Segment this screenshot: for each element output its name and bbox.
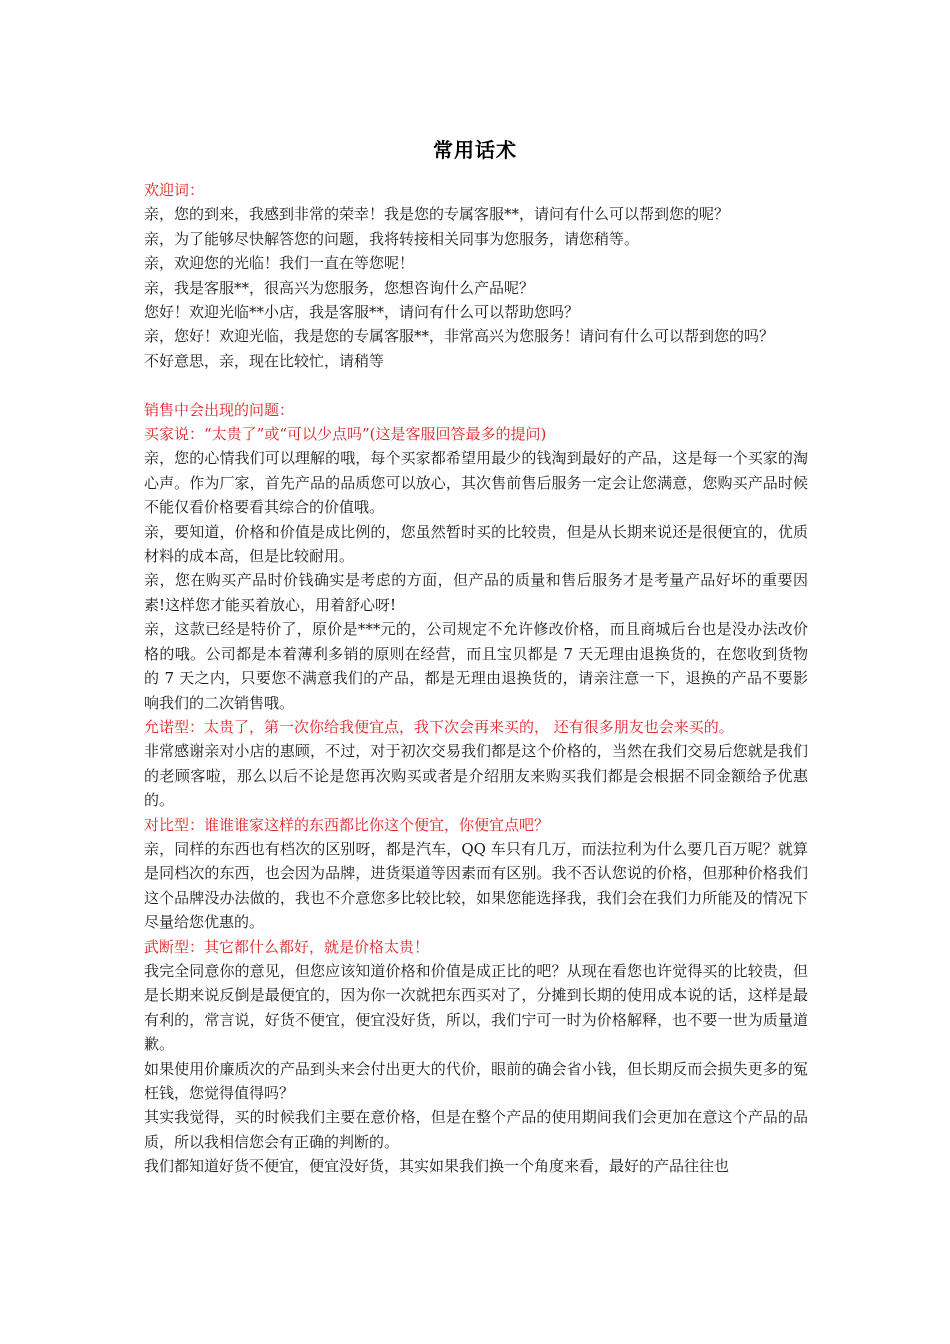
sales-heading: 销售中会出现的问题： [144,400,295,419]
welcome-line: 亲，为了能够尽快解答您的问题，我将转接相关同事为您服务，请您稍等。 [144,229,640,248]
question-heading: 买家说：“太贵了”或“可以少点吗”(这是客服回答最多的提问) [144,425,547,444]
answer-paragraph: 亲，同样的东西也有档次的区别呀，都是汽车，QQ 车只有几万，而法拉利为什么要几百万呢？就算是同档次的东西，也会因为品牌，进货渠道等因素而有区别。我不否认您说的价格，但那种价格我们这个品牌没办法做的，我也不介意您多比较比较，如果您能选择我，我们会在我们力所能及的情况下尽量给您优惠的。 [144,839,808,932]
welcome-line: 亲，您好！欢迎光临，我是您的专属客服**，非常高兴为您服务！请问有什么可以帮到您的吗？ [144,327,775,346]
answer-paragraph: 亲，您在购买产品时价钱确实是考虑的方面，但产品的质量和售后服务才是考量产品好坏的重要因素!这样您才能买着放心，用着舒心呀! [144,571,808,614]
document-body [144,178,808,1179]
answer-paragraph: 亲，要知道，价格和价值是成比例的，您虽然暂时买的比较贵，但是从长期来说还是很便宜的，优质材料的成本高，但是比较耐用。 [144,522,808,566]
answer-paragraph: 非常感谢亲对小店的惠顾，不过，对于初次交易我们都是这个价格的，当然在我们交易后您就是我们的老顾客啦，那么以后不论是您再次购买或者是介绍朋友来购买我们都是会根据不同金额给予优惠的。 [144,742,808,810]
question-heading: 武断型：其它都什么都好，就是价格太贵！ [144,937,430,956]
answer-paragraph: 如果使用价廉质次的产品到头来会付出更大的代价，眼前的确会省小钱，但长期反而会损失更多的冤枉钱，您觉得值得吗？ [144,1059,808,1103]
welcome-line: 您好！欢迎光临**小店，我是客服**，请问有什么可以帮助您吗？ [144,303,580,322]
answer-paragraph: 亲，这款已经是特价了，原价是***元的，公司规定不允许修改价格，而且商城后台也是没办法改价格的哦。公司都是本着薄利多销的原则在经营，而且宝贝都是 7 天无理由退换货的，在您收到货物的 7 天之内，只要您不满意我们的产品，都是无理由退换货的，请亲注意一下，退换的产品不要影响我们的二次销售哦。 [144,620,808,712]
welcome-line: 亲，欢迎您的光临！我们一直在等您呢！ [144,254,415,273]
answer-paragraph: 我们都知道好货不便宜，便宜没好货，其实如果我们换一个角度来看，最好的产品往往也 [144,1157,730,1176]
question-heading: 允诺型：太贵了，第一次你给我便宜点，我下次会再来买的， 还有很多朋友也会来买的。 [144,717,734,736]
answer-paragraph: 我完全同意你的意见，但您应该知道价格和价值是成正比的吧？从现在看您也许觉得买的比较贵，但是长期来说反倒是最便宜的，因为你一次就把东西买对了，分摊到长期的使用成本说的话，这样是最有利的，常言说，好货不便宜，便宜没好货，所以，我们宁可一时为价格解释，也不要一世为质量道歉。 [144,961,808,1054]
welcome-line: 亲，您的到来，我感到非常的荣幸！我是您的专属客服**，请问有什么可以帮到您的呢？ [144,205,730,224]
blank-line [144,373,808,397]
welcome-line: 不好意思，亲，现在比较忙，请稍等 [144,351,385,370]
answer-paragraph: 其实我觉得，买的时候我们主要在意价格，但是在整个产品的使用期间我们会更加在意这个产品的品质，所以我相信您会有正确的判断的。 [144,1108,808,1151]
answer-paragraph: 亲，您的心情我们可以理解的哦，每个买家都希望用最少的钱淘到最好的产品，这是每一个买家的淘心声。作为厂家，首先产品的品质您可以放心，其次售前售后服务一定会让您满意，您购买产品时候不能仅看价格要看其综合的价值哦。 [144,449,808,517]
welcome-heading: 欢迎词： [144,181,205,199]
question-heading: 对比型：谁谁谁家这样的东西都比你这个便宜，你便宜点吧？ [144,815,550,834]
page-title: 常用话术 [433,138,517,162]
welcome-line: 亲，我是客服**，很高兴为您服务，您想咨询什么产品呢？ [144,278,535,297]
